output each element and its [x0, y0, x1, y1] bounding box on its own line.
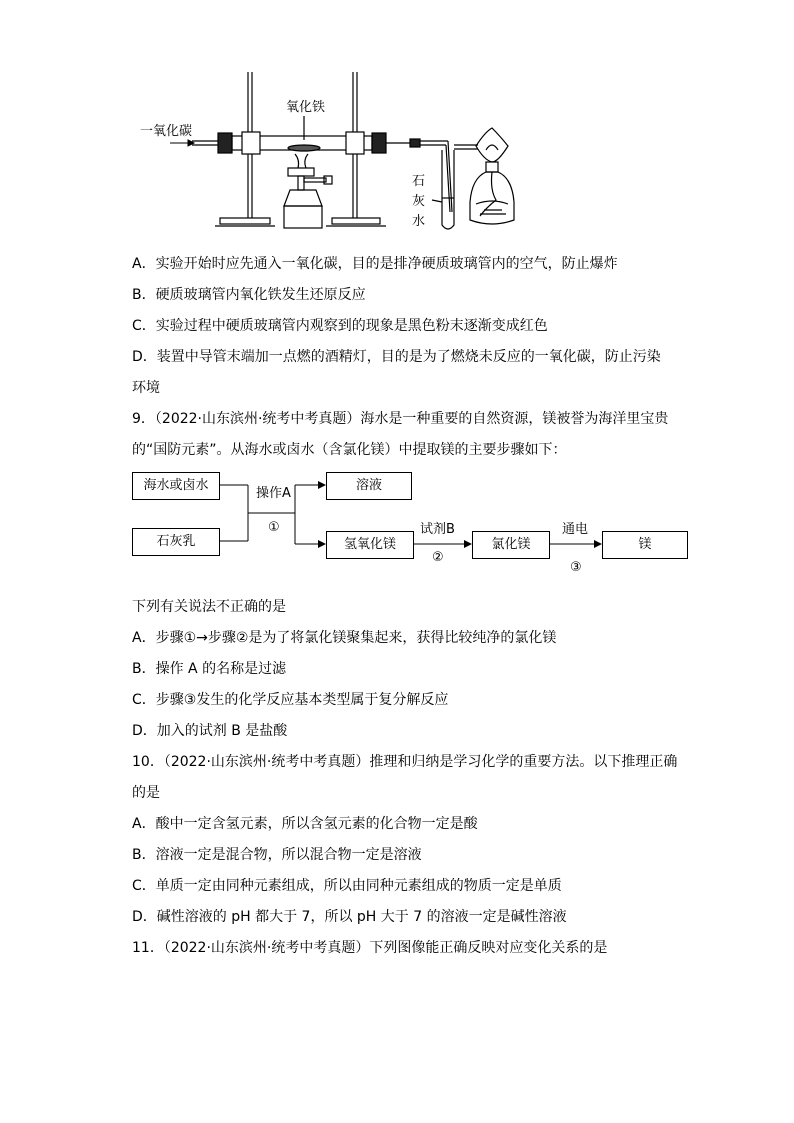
magnesium-box: 镁	[602, 531, 688, 559]
experiment-apparatus-diagram	[140, 70, 520, 240]
limewater-label-char-2: 灰	[412, 194, 426, 209]
step-3-label: ③	[570, 560, 582, 575]
q10-stem-line1: 10．（2022·山东滨州·统考中考真题）推理和归纳是学习化学的重要方法。以下推理正确	[132, 754, 678, 770]
q8-option-c: C．实验过程中硬质玻璃管内观察到的现象是黑色粉末逐渐变成红色	[132, 318, 548, 334]
reagent-b-label: 试剂B	[420, 522, 455, 537]
q8-option-a: A．实验开始时应先通入一氧化碳，目的是排净硬质玻璃管内的空气，防止爆炸	[132, 256, 618, 272]
limewater-label-char-1: 石	[412, 174, 426, 189]
carbon-monoxide-label: 一氧化碳	[140, 124, 193, 139]
q9-stem-line2: 的“国防元素”。从海水或卤水（含氯化镁）中提取镁的主要步骤如下：	[132, 442, 567, 458]
operation-a-label: 操作A	[256, 486, 291, 501]
q9-question: 下列有关说法不正确的是	[132, 599, 286, 615]
limewater-label-char-3: 水	[412, 214, 426, 229]
electrolysis-label: 通电	[562, 522, 589, 537]
step-2-label: ②	[432, 550, 444, 565]
solution-box: 溶液	[326, 472, 412, 500]
q10-stem-line2: 的是	[132, 785, 160, 801]
q9-option-c: C．步骤③发生的化学反应基本类型属于复分解反应	[132, 692, 449, 708]
q10-option-b: B．溶液一定是混合物，所以混合物一定是溶液	[132, 847, 422, 863]
q10-option-c: C．单质一定由同种元素组成，所以由同种元素组成的物质一定是单质	[132, 878, 562, 894]
magnesium-hydroxide-box: 氢氧化镁	[326, 531, 414, 559]
iron-oxide-label: 氧化铁	[286, 100, 326, 115]
step-1-label: ①	[268, 520, 280, 535]
q9-option-d: D．加入的试剂 B 是盐酸	[132, 723, 288, 739]
seawater-box: 海水或卤水	[132, 472, 220, 500]
q8-option-d-line1: D．装置中导管末端加一点燃的酒精灯，目的是为了燃烧未反应的一氧化碳，防止污染	[132, 349, 661, 365]
magnesium-chloride-box: 氯化镁	[472, 531, 550, 559]
q8-option-b: B．硬质玻璃管内氧化铁发生还原反应	[132, 287, 366, 303]
limemilk-box: 石灰乳	[132, 528, 220, 556]
apparatus-drawing	[140, 70, 520, 240]
magnesium-extraction-flowchart	[130, 468, 690, 578]
q11-stem: 11．（2022·山东滨州·统考中考真题）下列图像能正确反映对应变化关系的是	[132, 940, 608, 956]
q8-option-d-line2: 环境	[132, 380, 160, 396]
q9-option-a: A．步骤①→步骤②是为了将氯化镁聚集起来，获得比较纯净的氯化镁	[132, 630, 557, 646]
q10-option-d: D．碱性溶液的 pH 都大于 7，所以 pH 大于 7 的溶液一定是碱性溶液	[132, 909, 567, 925]
q10-option-a: A．酸中一定含氢元素，所以含氢元素的化合物一定是酸	[132, 816, 478, 832]
q9-stem-line1: 9．（2022·山东滨州·统考中考真题）海水是一种重要的自然资源，镁被誉为海洋里宝贵	[132, 411, 669, 427]
q9-option-b: B．操作 A 的名称是过滤	[132, 661, 287, 677]
